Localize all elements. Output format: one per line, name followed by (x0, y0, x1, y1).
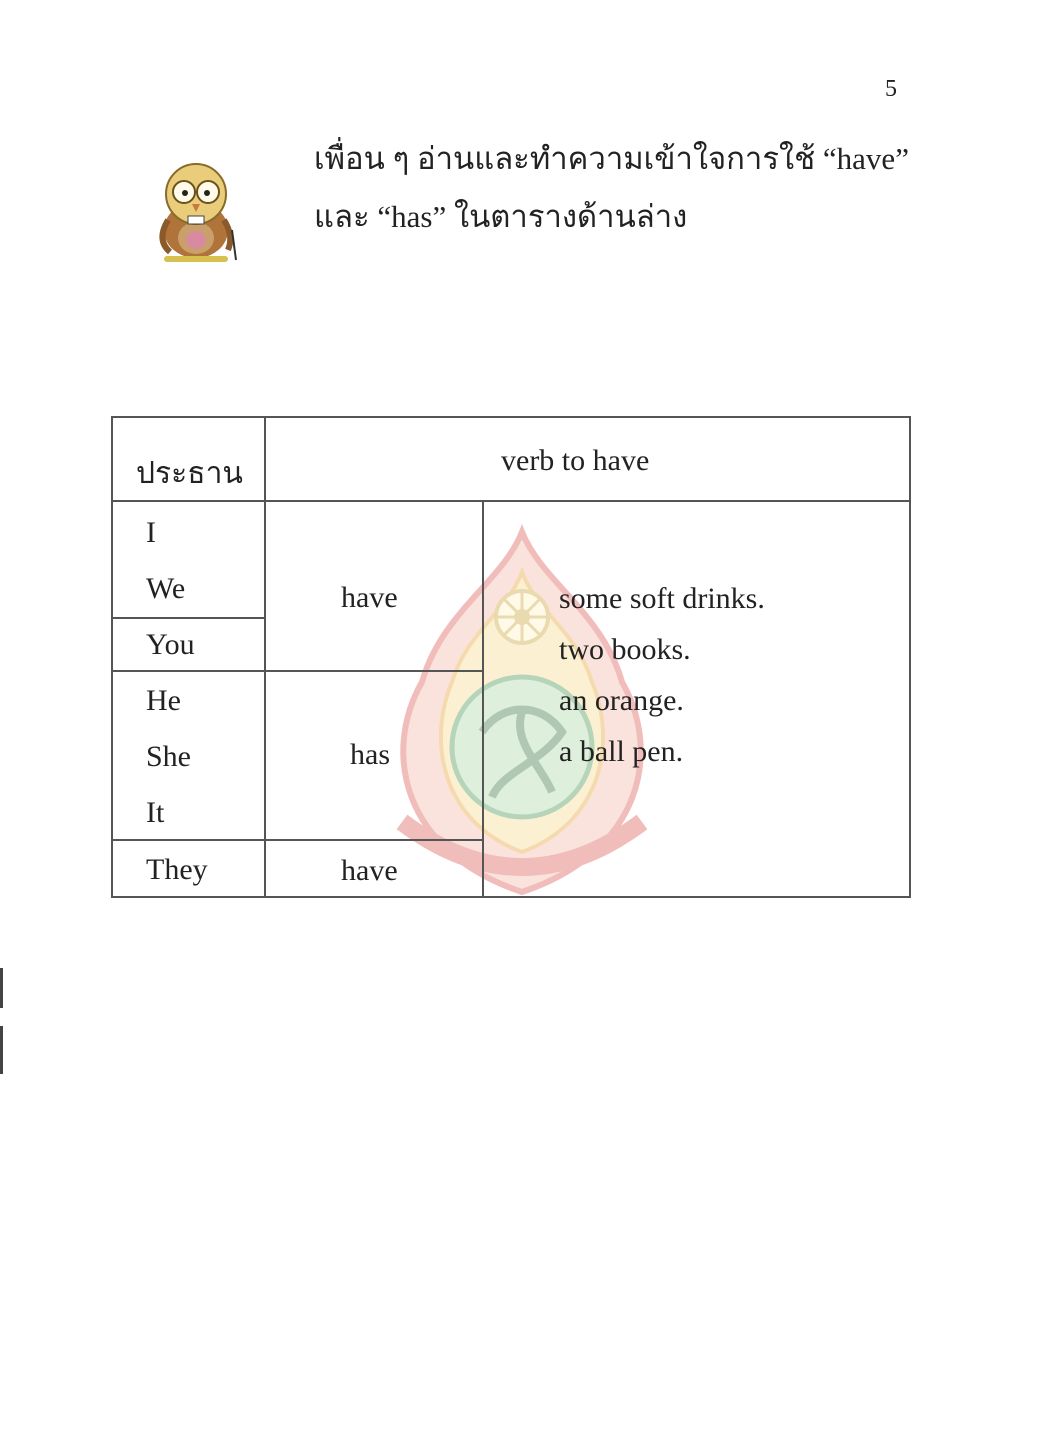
instruction-text (314, 130, 914, 246)
instruction-line-2: และ “has” ในตารางด้านล่าง (314, 199, 688, 234)
table-border-top (111, 416, 911, 418)
row-divider-we-you (111, 617, 266, 619)
verb-has: has (350, 738, 390, 771)
header-divider (111, 500, 911, 502)
subject-she: She (146, 740, 191, 773)
subject-i: I (146, 516, 156, 549)
owl-icon (148, 160, 244, 268)
subject-we: We (146, 572, 186, 605)
table-border-bottom (111, 896, 911, 898)
scan-mark (0, 1026, 3, 1074)
object-ball-pen: a ball pen. (559, 735, 684, 768)
object-soft-drinks: some soft drinks. (559, 582, 765, 615)
verb-to-have-table (111, 416, 911, 898)
object-orange: an orange. (559, 684, 684, 717)
verb-have-1: have (341, 581, 398, 614)
page-number: 5 (885, 76, 897, 102)
subject-it: It (146, 796, 165, 829)
column-divider-subject (264, 416, 266, 898)
subject-he: He (146, 684, 181, 717)
table-border-left (111, 416, 113, 898)
table-border-right (909, 416, 911, 898)
header-verb: verb to have (501, 444, 650, 477)
scan-mark (0, 968, 3, 1008)
subject-you: You (146, 628, 195, 661)
row-divider-you-he (111, 670, 484, 672)
row-divider-it-they (111, 839, 484, 841)
verb-have-2: have (341, 854, 398, 887)
object-two-books: two books. (559, 633, 691, 666)
header-subject: ประธาน (136, 457, 243, 490)
subject-they: They (146, 853, 208, 886)
instruction-line-1: เพื่อน ๆ อ่านและทำความเข้าใจการใช้ “have” (314, 141, 909, 176)
